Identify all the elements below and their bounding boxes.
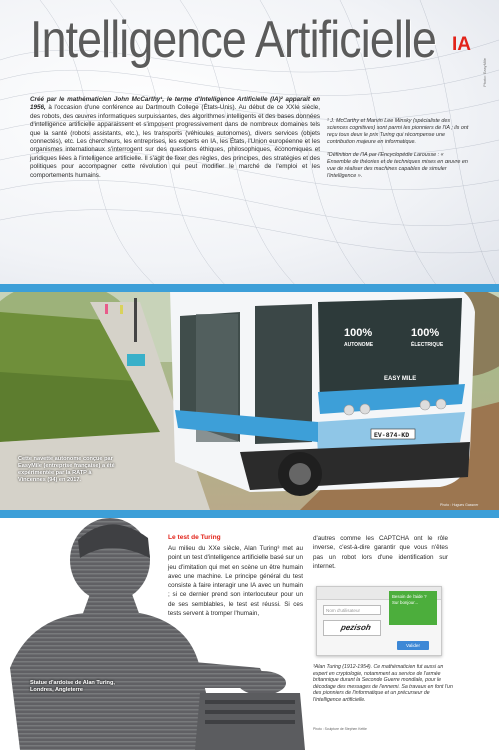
sign-electrique-word: ÉLECTRIQUE bbox=[411, 342, 444, 348]
sign-autonome-word: AUTONOME bbox=[344, 342, 374, 348]
page-title: Intelligence Artificielle bbox=[30, 11, 437, 69]
side-credit: Photo: EasyMile bbox=[482, 58, 487, 87]
statue-caption: Statue d'ardoise de Alan Turing, Londres, Angleterre bbox=[30, 680, 115, 693]
turing-heading: Le test de Turing bbox=[168, 534, 221, 541]
plate-label: EV-874-KD bbox=[374, 432, 410, 439]
intro-body: à l'occasion d'une conférence au Dartmouth College (États-Unis). Au début de ce XXIe siècle, des robots, des œuvres informatiques surpuissantes, des algorithmes intelligents et des bases données d'intelligence artificielle apparaissent et s'imposent progressivement dans de nombreux domaines tels que la santé (robots assistants, etc.), les transports (véhicules autonomes), divers services (objets connectés), etc. Les chercheurs, les entreprises, les experts en IA, les États, l'Union européenne et les organismes internationaux s'interrogent sur des questions éthiques, philosophiques, économiques et juridiques liées à l'intelligence artificielle. Il s'agit de fixer des règles, des principes, des stratégies et des politiques pour accompagner cette révolution qui peut modifier le marché de l'emploi et les comportements humains. bbox=[30, 104, 321, 179]
photo-caption: Cette navette autonome conçue par EasyMile (entreprise française) a été expérimentée par la RATP à Vincennes (94) en 2017. bbox=[18, 456, 115, 483]
footnotes bbox=[327, 118, 469, 186]
sign-autonome: 100% bbox=[344, 327, 373, 339]
captcha-word: pezisoh bbox=[340, 623, 372, 632]
captcha-username-field[interactable]: Nom d'utilisateur bbox=[323, 605, 381, 615]
photo-credit: Photo : Hugues Gassner bbox=[440, 503, 479, 507]
captcha-help-panel: Besoin de l'aide ? Sur bonjour... bbox=[389, 591, 437, 625]
title-badge: IA bbox=[452, 34, 471, 55]
blue-band-top bbox=[0, 284, 499, 292]
footnote-definition: ²Définition de l'IA par l'Encyclopédie Larousse : « Ensemble de théories et de techniques mises en œuvre en vue de réaliser des machines capables de simuler l'intelligence ». bbox=[327, 152, 468, 179]
turing-text-col1: Au milieu du XXe siècle, Alan Turing³ met au point un test d'intelligence artificielle basé sur un jeu d'imitation qui met en scène un être humain avec une machine. Le principe général du test consiste à faire interagir une IA avec un humain ; si ce dernier prend son interlocuteur pour un de ses semblables, le test est réussi. Si ces tests servent à tromper l'humain, bbox=[168, 545, 303, 618]
turing-text-col2: d'autres comme les CAPTCHA ont le rôle inverse, c'est-à-dire garantir que vous n'êtes pas un robot lors d'une identification sur internet. bbox=[313, 535, 448, 570]
intro-paragraph bbox=[30, 96, 320, 180]
captcha-illustration bbox=[316, 586, 442, 656]
header-section bbox=[0, 0, 499, 290]
brand-label: EASY MILE bbox=[384, 376, 417, 382]
bio-credit: Photo : Sculpture de Stephen Kettle bbox=[313, 727, 367, 731]
captcha-submit-button[interactable]: Valider bbox=[397, 641, 429, 650]
footnote-mccarthy: ¹ J. McCarthy et Marvin Lee Minsky (spécialiste des sciences cognitives) sont parmi les pionniers de l'IA ; ils ont reçu tous deux le prix Turing qui récompense une contribution majeure en informatique. bbox=[327, 118, 469, 145]
sign-electrique: 100% bbox=[411, 327, 440, 339]
intro-lead: Créé par le mathématicien John McCarthy¹, le terme d'Intelligence Artificielle (IA)² apparaît en 1956, bbox=[30, 96, 320, 112]
blue-band-bottom bbox=[0, 510, 499, 518]
turing-biography: ³Alan Turing (1912-1954). Ce mathématicien fut aussi un expert en cryptologie, notamment au service de l'armée britannique durant la Seconde Guerre mondiale, pour le décodage des messages de l'ennemi. Sa travaux en font l'un des pionniers de l'informatique et un précurseur de l'intelligence artificielle. bbox=[313, 664, 453, 703]
